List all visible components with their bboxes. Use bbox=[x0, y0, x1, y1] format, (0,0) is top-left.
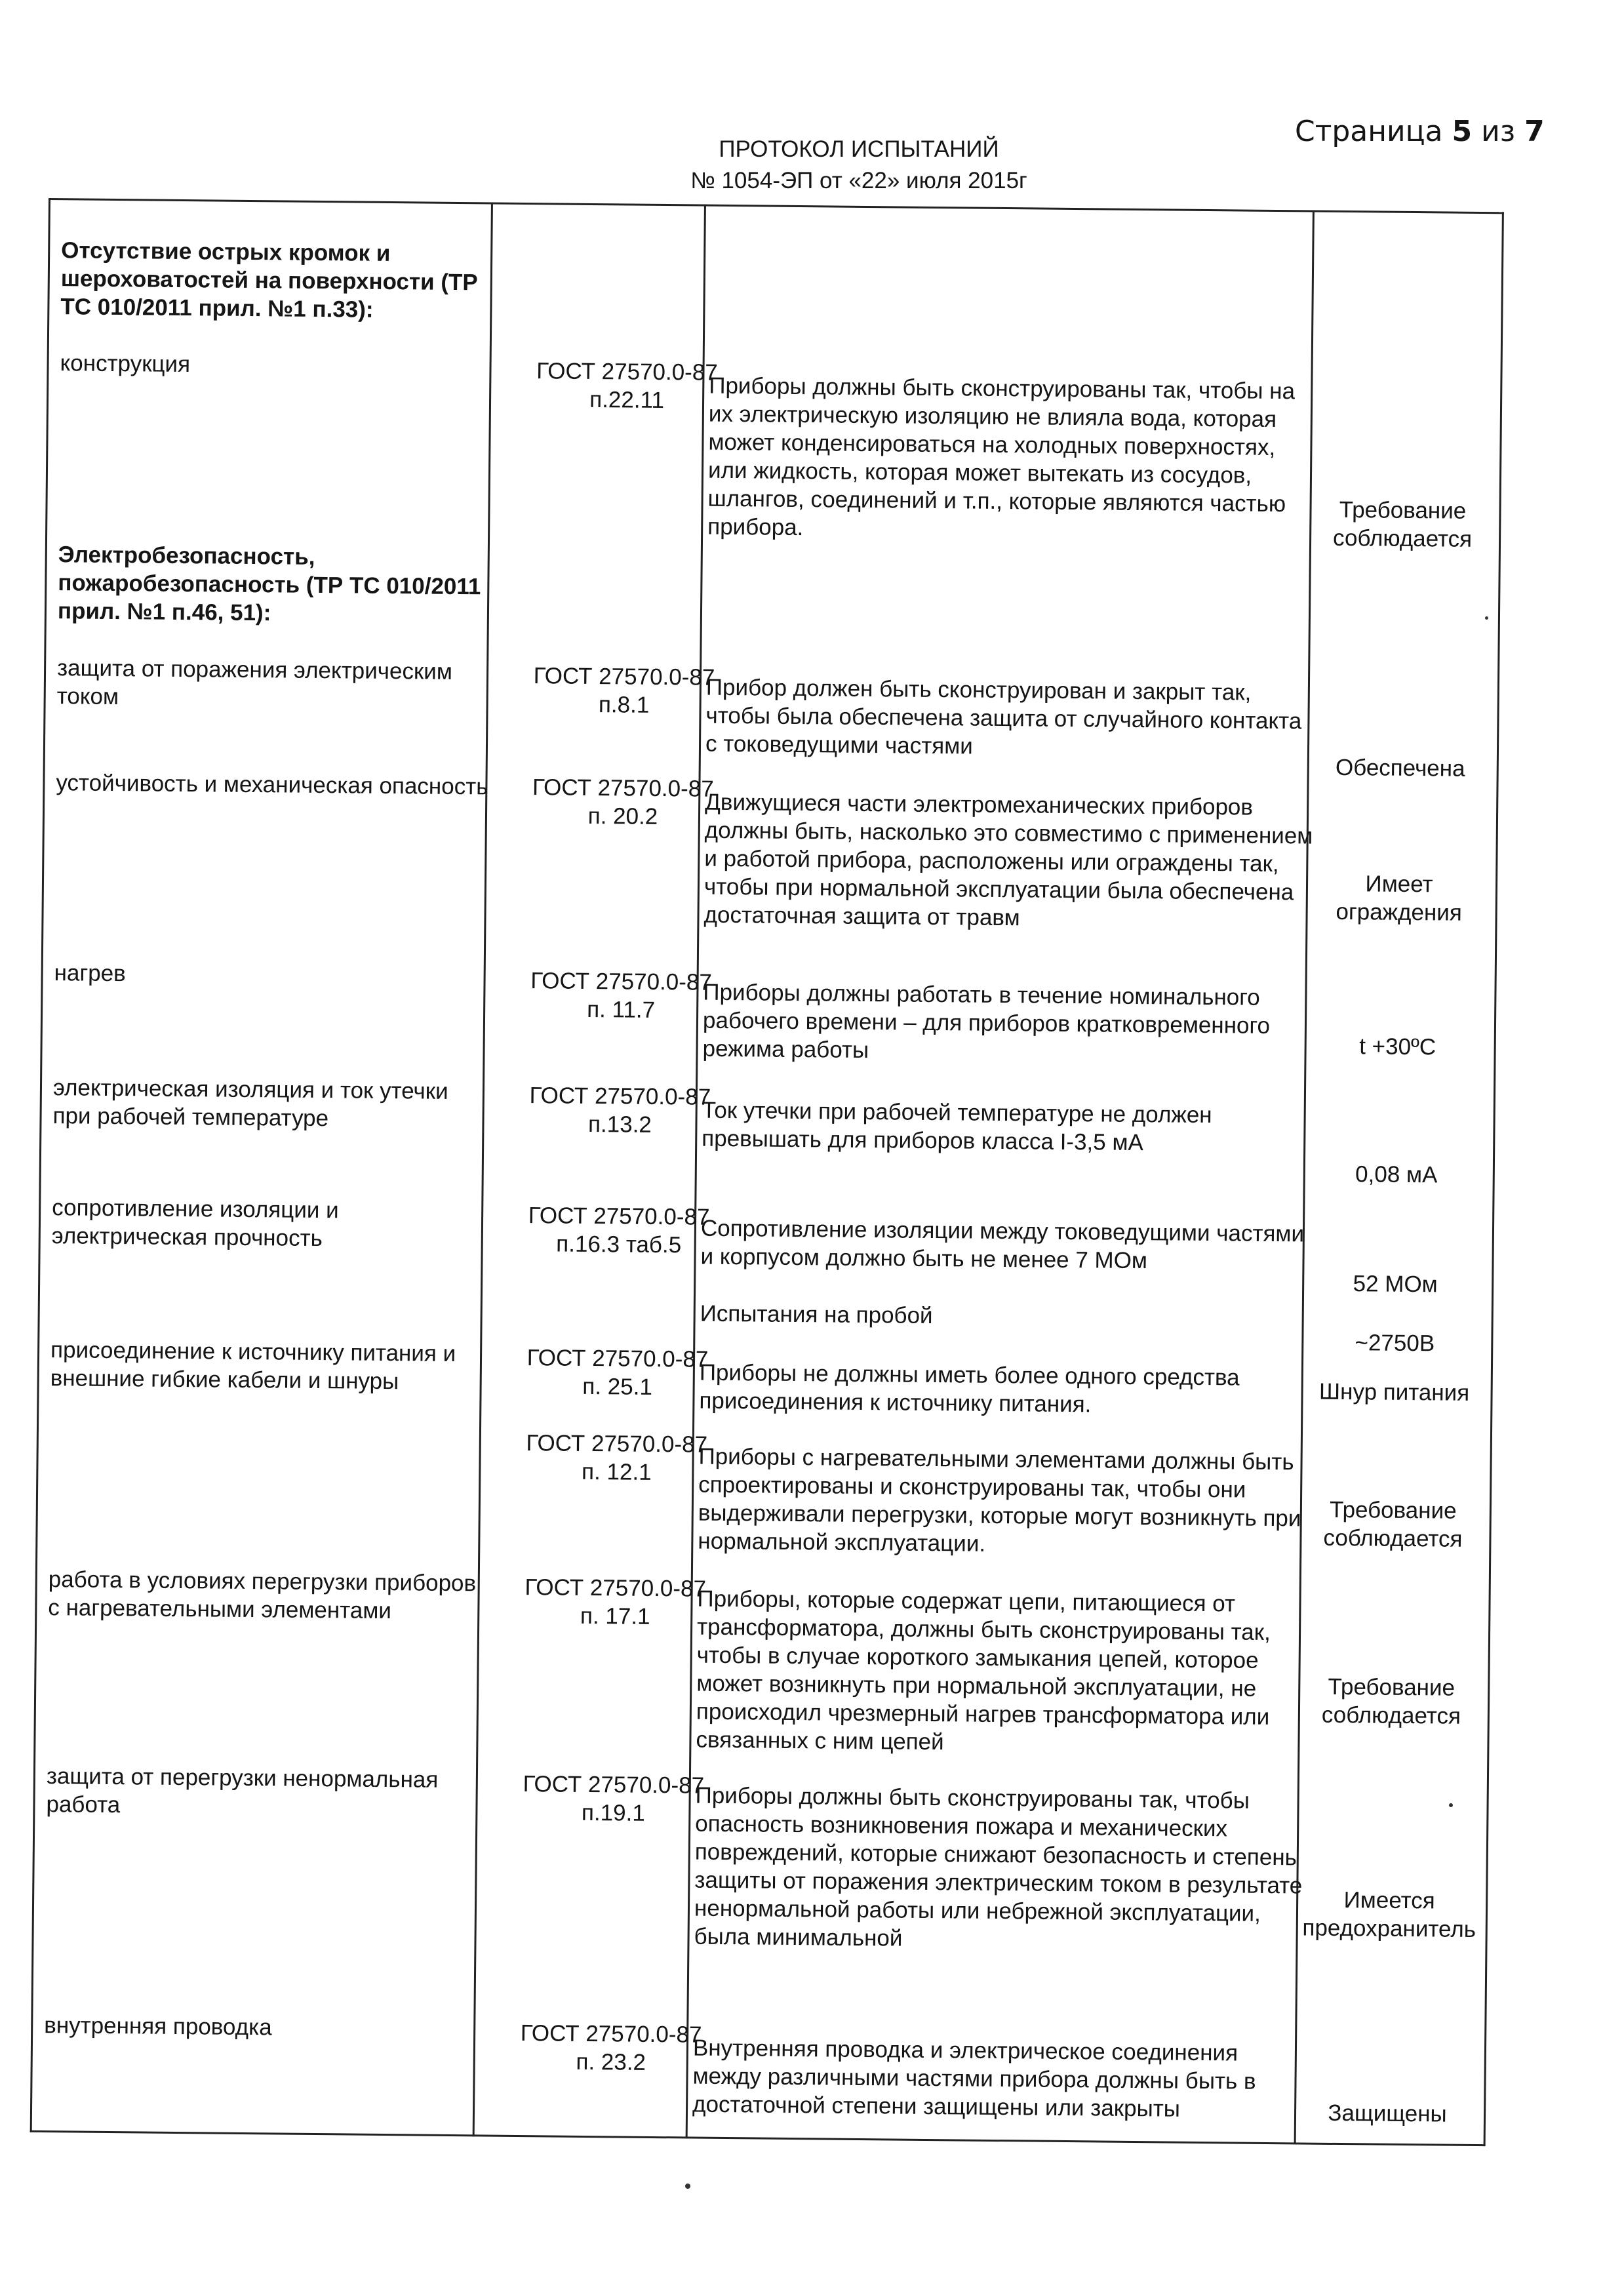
requirement-cell: Ток утечки при рабочей температуре не должен превышать для приборов класса I-3,5 мА bbox=[702, 1097, 1212, 1156]
page-label: Страница bbox=[1295, 115, 1443, 148]
requirement-cell: Внутренняя проводка и электрическое соединения между различными частями прибора должны быть в достаточной степени защищены или закрыты bbox=[692, 2035, 1256, 2122]
page-number bbox=[1295, 115, 1545, 148]
parameter-cell: нагрев bbox=[54, 960, 126, 987]
parameter-cell: защита от перегрузки ненормальная работа bbox=[46, 1763, 439, 1818]
result-cell: Требование соблюдается bbox=[1323, 1496, 1463, 1552]
parameter-cell: устойчивость и механическая опасность bbox=[56, 770, 488, 800]
requirement-cell: Приборы должны работать в течение номинального рабочего времени – для приборов кратковременного режима работы bbox=[702, 979, 1271, 1064]
standard-cell: ГОСТ 27570.0-87 п. 25.1 bbox=[526, 1345, 709, 1400]
requirement-cell: Приборы должны быть сконструированы так, чтобы на их электрическую изоляцию не влияла вода, которая может конденсироваться на холодных поверхностях, или жидкость, которая может вытекать из сосудов, шлангов, соединений и т.п., которые являются частью прибора. bbox=[707, 372, 1296, 541]
standard-cell: ГОСТ 27570.0-87 п.13.2 bbox=[529, 1083, 711, 1138]
requirement-cell: Приборы не должны иметь более одного средства присоединения к источнику питания. bbox=[699, 1359, 1240, 1418]
scan-speck bbox=[685, 2184, 690, 2189]
column-border-left bbox=[30, 198, 50, 2132]
section-heading: Отсутствие острых кромок и шероховатостей на поверхности (ТР ТС 010/2011 прил. №1 п.33): bbox=[60, 237, 478, 323]
parameter-cell: сопротивление изоляции и электрическая прочность bbox=[51, 1195, 339, 1252]
requirement-cell: Приборы, которые содержат цепи, питающиеся от трансформатора, должны быть сконструированы так, чтобы в случае короткого замыкания цепей, которое может возникнуть при нормальной эксплуатации, не происходил чрезмерный нагрев трансформатора или связанных с ним цепей bbox=[696, 1586, 1271, 1755]
page-total: 7 bbox=[1524, 115, 1545, 148]
result-cell: Требование соблюдается bbox=[1332, 496, 1473, 552]
requirement-cell: Движущиеся части электромеханических приборов должны быть, насколько это совместимо с применением и работой прибора, расположены или ограждены так, чтобы при нормальной эксплуатации была обеспечена достаточная защита от травм bbox=[703, 789, 1313, 931]
table-top-border bbox=[49, 198, 1504, 214]
result-cell-breakdown: ~2750В bbox=[1355, 1330, 1435, 1357]
document-number: № 1054-ЭП от «22» июля 2015г bbox=[690, 168, 1027, 193]
page-current: 5 bbox=[1452, 115, 1473, 148]
result-cell: Имеется предохранитель bbox=[1302, 1887, 1476, 1943]
result-cell: Обеспечена bbox=[1335, 754, 1465, 782]
result-cell: Шнур питания bbox=[1318, 1378, 1470, 1406]
document-title: ПРОТОКОЛ ИСПЫТАНИЙ bbox=[719, 136, 999, 162]
parameter-cell: работа в условиях перегрузки приборов с нагревательными элементами bbox=[48, 1567, 477, 1624]
parameter-cell: защита от поражения электрическим током bbox=[56, 655, 453, 710]
parameter-cell: конструкция bbox=[60, 350, 191, 378]
scan-speck bbox=[1485, 616, 1488, 620]
scan-speck bbox=[1449, 1803, 1453, 1807]
result-cell: 0,08 мА bbox=[1355, 1161, 1438, 1188]
requirement-cell: Приборы должны быть сконструированы так, чтобы опасность возникновения пожара и механических повреждений, которые снижают безопасность и степень защиты от поражения электрическим током в результате ненормальной работы или небрежной эксплуатации, была минимальной bbox=[694, 1782, 1303, 1951]
section-heading: Электробезопасность, пожаробезопасность (ТР ТС 010/2011 прил. №1 п.46, 51): bbox=[57, 542, 481, 626]
standard-cell: ГОСТ 27570.0-87 п. 11.7 bbox=[530, 968, 713, 1023]
parameter-cell: присоединение к источнику питания и внешние гибкие кабели и шнуры bbox=[50, 1337, 456, 1395]
standard-cell: ГОСТ 27570.0-87 п.16.3 таб.5 bbox=[528, 1203, 710, 1258]
result-cell: Защищены bbox=[1328, 2100, 1447, 2127]
standard-cell: ГОСТ 27570.0-87 п. 17.1 bbox=[525, 1574, 707, 1629]
standard-cell: ГОСТ 27570.0-87 п.19.1 bbox=[523, 1771, 705, 1826]
requirement-cell-breakdown: Испытания на пробой bbox=[700, 1300, 933, 1329]
standard-cell: ГОСТ 27570.0-87 п. 23.2 bbox=[520, 2020, 702, 2075]
requirement-cell: Приборы с нагревательными элементами должны быть спроектированы и сконструированы так, чтобы они выдерживали перегрузки, которые могут возникнуть при нормальной эксплуатации. bbox=[698, 1443, 1301, 1557]
requirement-cell: Сопротивление изоляции между токоведущими частями и корпусом должно быть не менее 7 МОм bbox=[700, 1215, 1305, 1274]
result-cell: 52 МОм bbox=[1353, 1271, 1438, 1298]
parameter-cell: внутренняя проводка bbox=[44, 2012, 272, 2041]
page-of: из bbox=[1481, 115, 1516, 148]
parameter-cell: электрическая изоляция и ток утечки при рабочей температуре bbox=[52, 1075, 448, 1132]
standard-cell: ГОСТ 27570.0-87 п. 12.1 bbox=[526, 1430, 708, 1485]
result-cell: Имеет ограждения bbox=[1336, 871, 1462, 926]
requirement-cell: Прибор должен быть сконструирован и закрыт так, чтобы была обеспечена защита от случайного контакта с токоведущими частями bbox=[705, 674, 1302, 759]
result-cell: Требование соблюдается bbox=[1321, 1673, 1461, 1729]
standard-cell: ГОСТ 27570.0-87 п. 20.2 bbox=[532, 774, 714, 829]
test-results-table bbox=[30, 198, 1504, 2146]
result-cell: t +30ºC bbox=[1359, 1033, 1436, 1060]
standard-cell: ГОСТ 27570.0-87 п.22.11 bbox=[536, 358, 718, 414]
standard-cell: ГОСТ 27570.0-87 п.8.1 bbox=[533, 663, 715, 718]
table-bottom-border bbox=[30, 2130, 1486, 2146]
column-border-1 bbox=[473, 202, 493, 2136]
